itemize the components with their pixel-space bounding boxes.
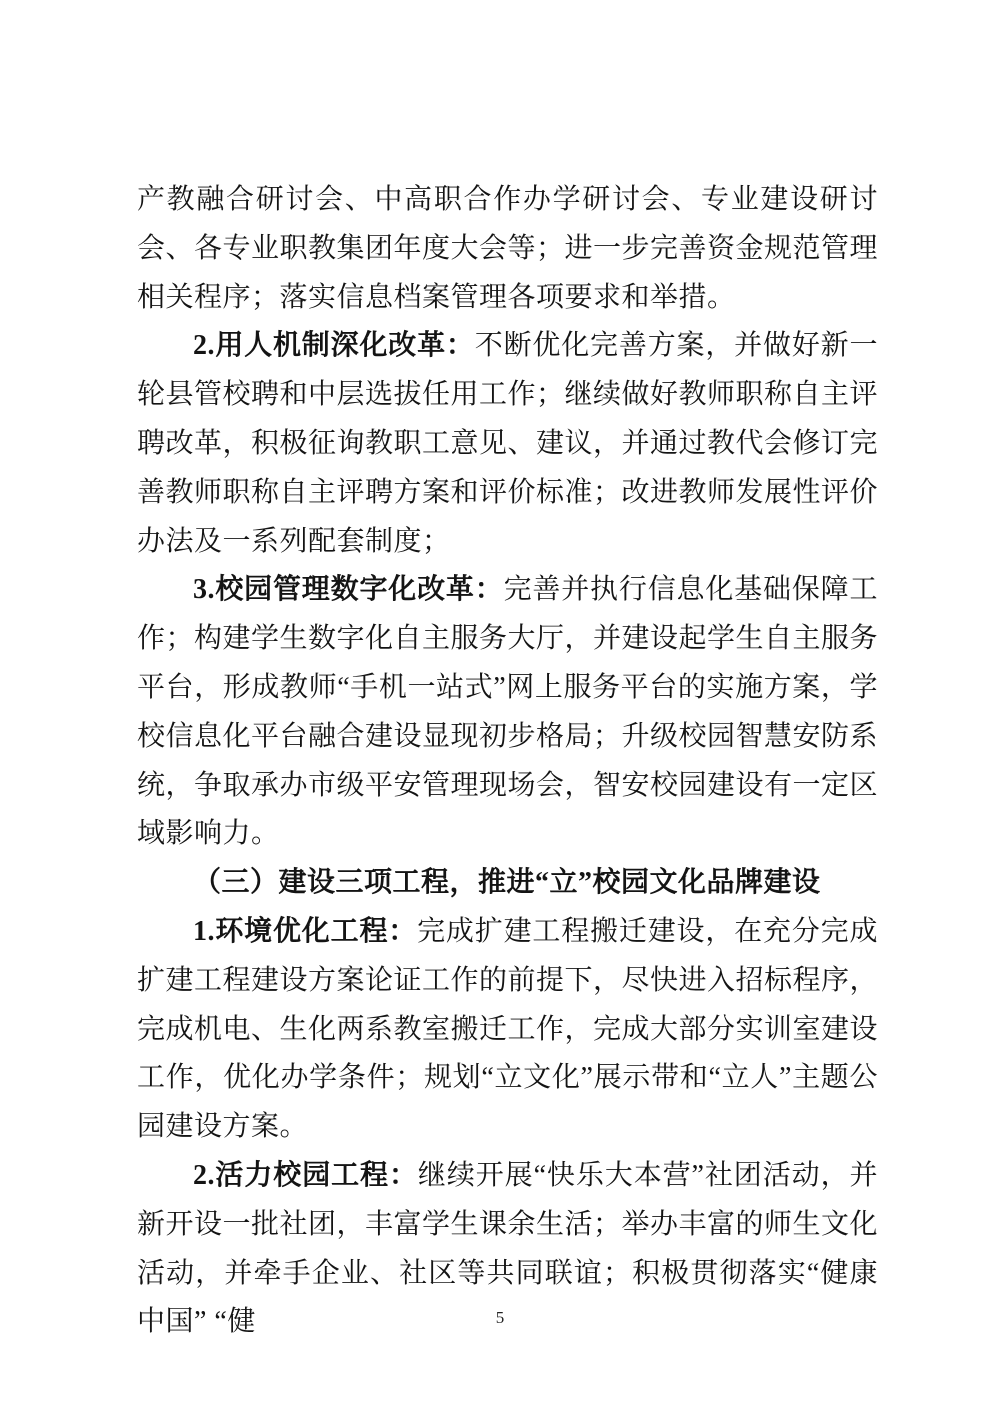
paragraph-item-2-hr-reform	[137, 322, 878, 566]
paragraph-lead: 1.环境优化工程：	[193, 915, 418, 947]
page-number: 5	[495, 1308, 505, 1327]
paragraph-text: 产教融合研讨会、中高职合作办学研讨会、专业建设研讨会、各专业职教集团年度大会等；进一步完善资金规范管理相关程序；落实信息档案管理各项要求和举措。	[137, 184, 879, 313]
paragraph-text: 完善并执行信息化基础保障工作；构建学生数字化自主服务大厅，并建设起学生自主服务平台，形成教师“手机一站式”网上服务平台的实施方案，学校信息化平台融合建设显现初步格局；升级校园智慧安防系统，争取承办市级平安管理现场会，智安校园建设有一定区域影响力。	[137, 574, 879, 850]
section-heading-three-projects	[137, 859, 878, 908]
document-body	[137, 176, 878, 1347]
paragraph-item-3-digital-reform	[137, 566, 878, 859]
paragraph-text: 完成扩建工程搬迁建设，在充分完成扩建工程建设方案论证工作的前提下，尽快进入招标程序，完成机电、生化两系教室搬迁工作，完成大部分实训室建设工作，优化办学条件；规划“立文化”展示带和“立人”主题公园建设方案。	[137, 915, 879, 1143]
section-heading-text: （三）建设三项工程，推进“立”校园文化品牌建设	[193, 867, 821, 899]
paragraph-item-1-environment-project	[137, 908, 878, 1152]
paragraph-text: 不断优化完善方案，并做好新一轮县管校聘和中层选拔任用工作；继续做好教师职称自主评聘改革，积极征询教职工意见、建议，并通过教代会修订完善教师职称自主评聘方案和评价标准；改进教师发展性评价办法及一系列配套制度；	[137, 330, 879, 557]
paragraph-lead: 2.活力校园工程：	[193, 1159, 418, 1191]
paragraph-lead: 2.用人机制深化改革：	[193, 330, 475, 362]
paragraph-continuation	[137, 176, 878, 322]
paragraph-lead: 3.校园管理数字化改革：	[193, 574, 504, 606]
paragraph-text: 继续开展“快乐大本营”社团活动，并新开设一批社团，丰富学生课余生活；举办丰富的师生文化活动，并牵手企业、社区等共同联谊；积极贯彻落实“健康中国” “健	[137, 1159, 879, 1338]
